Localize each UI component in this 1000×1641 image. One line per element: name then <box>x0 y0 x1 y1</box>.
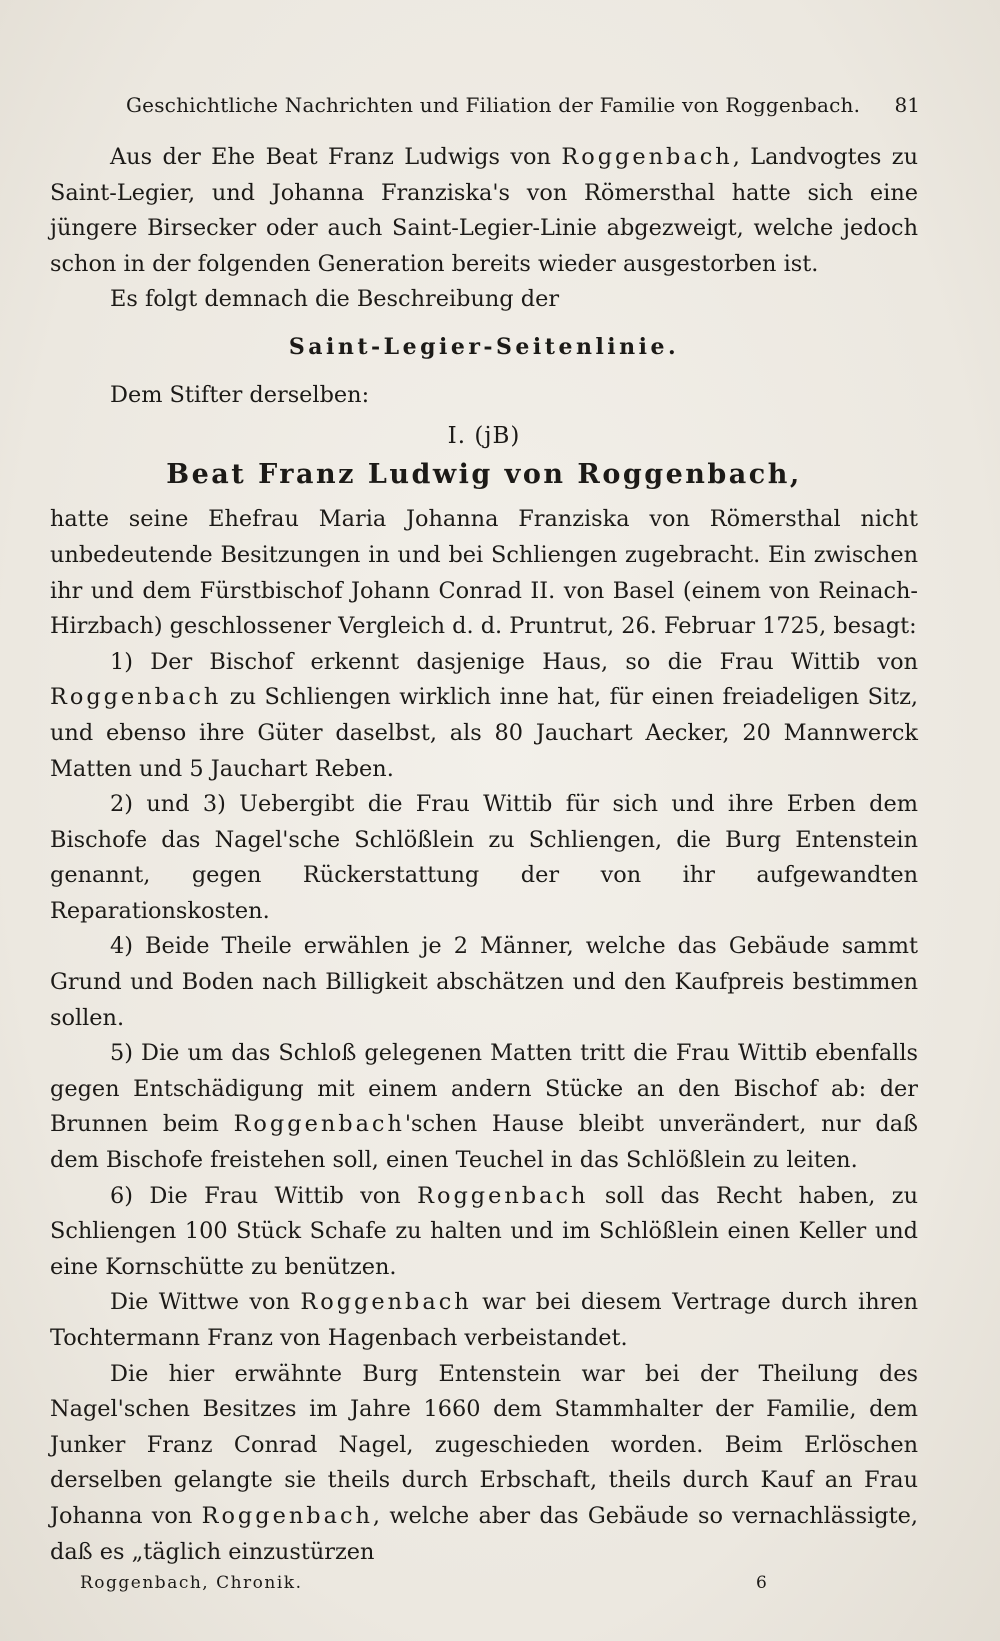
text-run: , Landvogtes zu Saint-Legier, und Johanna Franziska's von Römersthal hatte sich eine jüngere Birsecker oder auch Saint-Legier-Linie abgezweigt, welche jedoch schon in der folgenden Generation bereits wieder ausgestorben ist. <box>50 144 918 277</box>
generation-number: I. (jB) <box>447 423 521 450</box>
spaced-name: Roggenbach <box>300 1289 472 1316</box>
paragraph-follows: Es folgt demnach die Beschreibung der <box>110 286 560 313</box>
text-run: zu Schliengen wirklich inne hat, für einen freiadeligen Sitz, und ebenso ihre Güter daselbst, als 80 Jauchart Aecker, 20 Mannwerck Matten und 5 Jauchart Reben. <box>50 684 918 782</box>
text-run: war bei diesem Vertrage durch ihren Tochtermann Franz von Hagenbach verbeistandet. <box>50 1289 918 1351</box>
running-title: Geschichtliche Nachrichten und Filiation der Familie von Roggenbach. <box>126 93 861 117</box>
text-run: , welche aber das Gebäude so vernachlässigte, daß es „täglich einzustürzen <box>50 1502 918 1565</box>
page-header <box>80 88 920 122</box>
text-run: 5) Die um das Schloß gelegenen Matten tritt die Frau Wittib ebenfalls gegen Entschädigung mit einem andern Stücke an den Bischof ab: der Brunnen beim <box>50 1040 918 1138</box>
paragraph-entenstein <box>50 1357 918 1571</box>
treaty-item-1 <box>50 645 918 787</box>
spaced-name: Roggenbach <box>417 1182 589 1209</box>
treaty-item-2-3: 2) und 3) Uebergibt die Frau Wittib für sich und ihre Erben dem Bischofe das Nagel'sche Schlößlein zu Schliengen, die Burg Entenstein genannt, gegen Rückerstattung der von ihr aufgewandten Reparationskosten. <box>50 791 918 924</box>
text-run: 6) Die Frau Wittib von <box>110 1182 418 1209</box>
signature-number: 6 <box>756 1573 767 1593</box>
text-run: Aus der Ehe Beat Franz Ludwigs von <box>110 144 562 170</box>
paragraph-estates: hatte seine Ehefrau Maria Johanna Franziska von Römersthal nicht unbedeutende Besitzungen in und bei Schliengen zugebracht. Ein zwischen ihr und dem Fürstbischof Johann Conrad II. von Basel (einem von Reinach-Hirzbach) geschlossener Vergleich d. d. Pruntrut, 26. Februar 1725, besagt: <box>50 506 918 640</box>
person-name-heading: Beat Franz Ludwig von Roggenbach, <box>166 458 802 490</box>
page-number: 81 <box>894 93 920 117</box>
spaced-name: Roggenbach <box>233 1111 405 1138</box>
signature-mark: Roggenbach, Chronik. <box>80 1573 303 1593</box>
text-run: soll das Recht haben, zu Schliengen 100 Stück Schafe zu halten und im Schlößlein einen Keller und eine Kornschütte zu benützen. <box>50 1182 919 1280</box>
page-footer <box>80 1568 920 1598</box>
section-subheading: Saint-Legier-Seitenlinie. <box>288 333 680 360</box>
spaced-name: Roggenbach <box>201 1502 373 1529</box>
text-run: 1) Der Bischof erkennt dasjenige Haus, so die Frau Wittib von <box>110 648 918 675</box>
treaty-item-4: 4) Beide Theile erwählen je 2 Männer, welche das Gebäude sammt Grund und Boden nach Billigkeit abschätzen und den Kaufpreis bestimmen sollen. <box>50 933 918 1031</box>
spaced-name: Roggenbach <box>50 684 222 711</box>
paragraph-founder: Dem Stifter derselben: <box>110 381 370 408</box>
treaty-item-6 <box>50 1179 918 1286</box>
main-text <box>50 140 918 1570</box>
text-run: 'schen Hause bleibt unverändert, nur daß dem Bischofe freistehen soll, einen Teuchel in das Schlößlein zu leiten. <box>50 1111 919 1174</box>
text-run: Die hier erwähnte Burg Entenstein war bei der Theilung des Nagel'schen Besitzes im Jahre 1660 dem Stammhalter der Familie, dem Junker Franz Conrad Nagel, zugeschieden worden. Beim Erlöschen derselben gelangte sie theils durch Erbschaft, theils durch Kauf an Frau Johanna von <box>50 1360 918 1529</box>
treaty-item-5 <box>50 1036 918 1178</box>
paragraph-intro <box>50 140 918 282</box>
spaced-name: Roggenbach <box>561 144 733 170</box>
text-run: Die Wittwe von <box>110 1289 301 1316</box>
paragraph-widow <box>50 1285 918 1356</box>
